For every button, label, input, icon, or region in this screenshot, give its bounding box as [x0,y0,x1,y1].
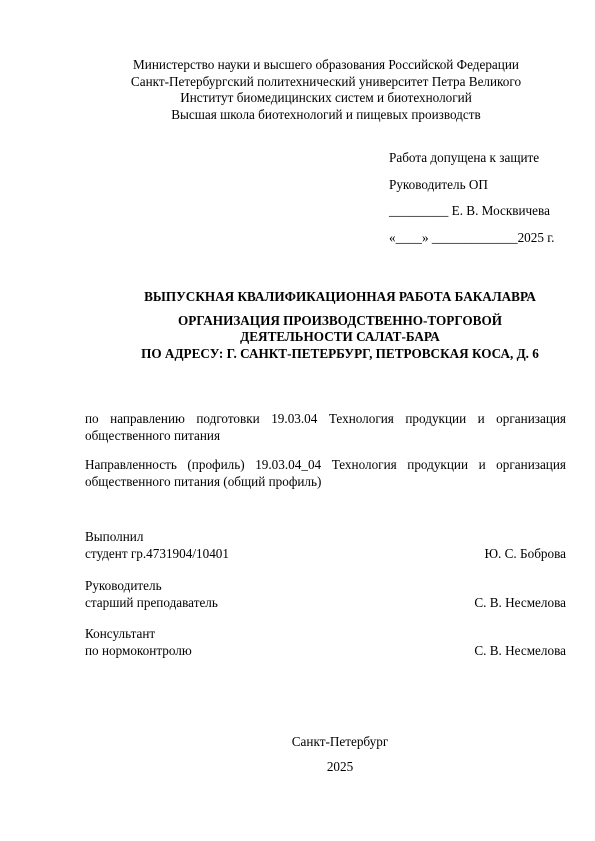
thesis-kind: ВЫПУСКНАЯ КВАЛИФИКАЦИОННАЯ РАБОТА БАКАЛАВРА [144,289,536,304]
ministry-line: Министерство науки и высшего образования Российской Федерации [133,57,519,72]
thesis-title-line: ДЕЯТЕЛЬНОСТИ САЛАТ-БАРА [240,329,440,345]
signature-supervisor [85,578,566,611]
thesis-title-line: ПО АДРЕСУ: Г. САНКТ-ПЕТЕРБУРГ, ПЕТРОВСКАЯ КОСА, Д. 6 [141,345,539,361]
footer-year: 2025 [326,758,354,774]
thesis-title-line: ОРГАНИЗАЦИЯ ПРОИЗВОДСТВЕННО-ТОРГОВОЙ [178,313,502,329]
organization-header [0,57,595,123]
signature-row [85,643,566,660]
approval-date-line: «____» _____________2025 г. [389,229,555,245]
study-profile: Направленность (профиль) 19.03.04_04 Технология продукции и организация общественного питания (общий профиль) [85,457,566,489]
signature-row [85,595,566,612]
signature-row [85,546,566,563]
signature-executor [85,529,566,562]
study-direction: по направлению подготовки 19.03.04 Технология продукции и организация общественного питания [85,411,566,443]
school-line: Высшая школа биотехнологий и пищевых производств [171,106,481,122]
approval-admitted: Работа допущена к защите [389,150,540,165]
footer-block [0,730,595,779]
signature-role: Руководитель [85,578,162,593]
signature-name: С. В. Несмелова [474,594,566,610]
approval-signature-line: _________ Е. В. Москвичева [389,203,550,218]
signature-consultant [85,626,566,659]
institute-line: Институт биомедицинских систем и биотехнологий [180,90,472,106]
approval-position: Руководитель ОП [389,176,488,192]
signature-name: С. В. Несмелова [474,642,566,658]
approval-block [389,145,589,251]
signature-detail: старший преподаватель [85,594,218,610]
signature-role: Консультант [85,626,156,641]
signature-role: Выполнил [85,529,144,544]
footer-city: Санкт-Петербург [291,734,389,749]
thesis-title-block [0,289,595,362]
signature-name: Ю. С. Боброва [484,545,566,561]
signature-detail: студент гр.4731904/10401 [85,545,229,561]
signature-detail: по нормоконтролю [85,642,192,658]
university-line: Санкт-Петербургский политехнический университет Петра Великого [130,73,522,89]
